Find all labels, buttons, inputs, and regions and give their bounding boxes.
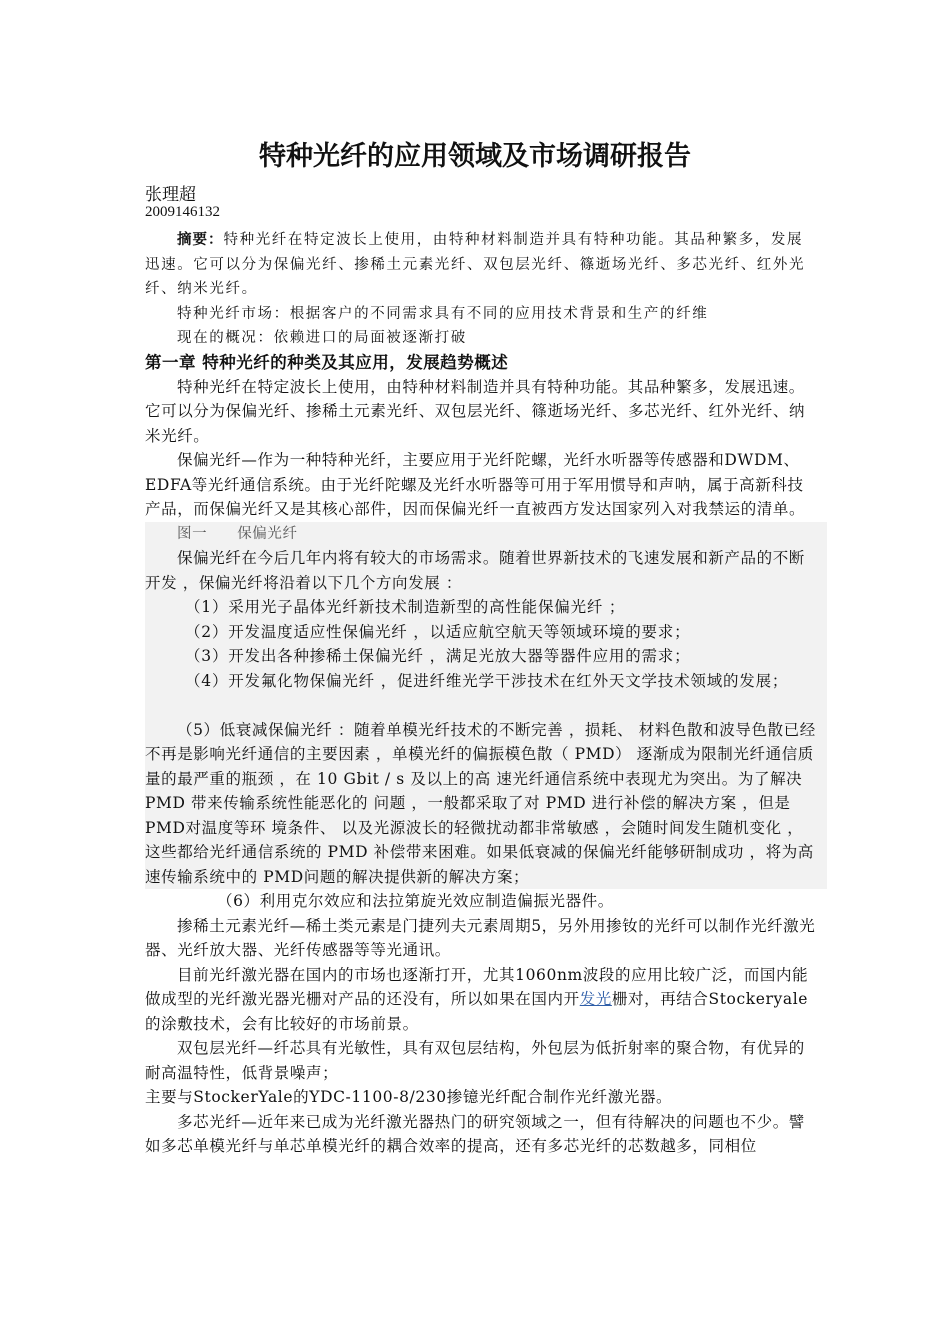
paragraph: [145, 963, 817, 1037]
chapter-body: [145, 375, 817, 1159]
abstract-text: 特种光纤在特定波长上使用，由特种材料制造并具有特种功能。其品种繁多，发展迅速。它可以分为保偏光纤、掺稀土元素光纤、双包层光纤、篠逝场光纤、多芯光纤、红外光纤、纳米光纤。: [145, 232, 806, 297]
list-item: （1）采用光子晶体光纤新技术制造新型的高性能保偏光纤 ；: [185, 598, 626, 616]
list-item-6: （6）利用克尔效应和法拉第旋光效应制造偏振光器件。: [217, 892, 614, 910]
chapter-heading: 第一章 特种光纤的种类及其应用，发展趋势概述: [145, 352, 509, 372]
abstract-section: [145, 228, 817, 351]
document-body: [145, 228, 817, 1159]
abstract-status: 现在的概况：依赖进口的局面被逐渐打破: [177, 330, 467, 346]
document-title: 特种光纤的应用领域及市场调研报告: [259, 141, 691, 172]
list-item: （3）开发出各种掺稀土保偏光纤 ，满足光放大器等器件应用的需求；: [185, 647, 691, 665]
list-item-5: （5）低衰减保偏光纤 ：随着单模光纤技术的不断完善 ，损耗、 材料色散和波导色散已经不再是影响光纤通信的主要因素 ，单模光纤的偏振模色散（ PMD） 逐渐成为限制光纤通信质量的最严重的瓶颈 ，在 10 Gbit / s 及以上的高 速光纤通信系统中表现尤为突出。为了解决 PMD 带来传输系统性能恶化的 问题 ，一般都采取了对 PMD 进行补偿的解决方案 ，但是PMD对温度等环 境条件、 以及光源波长的轻微扰动都非常敏感 ，会随时间发生随机变化 ， 这些都给光纤通信系统的 PMD 补偿带来困难。如果低衰减的保偏光纤能够研制成功 ，将为高速传输系统中的 PMD问题的解决提供新的解决方案；: [145, 720, 816, 886]
paragraph: 双包层光纤—纤芯具有光敏性，具有双包层结构，外包层为低折射率的聚合物，有优异的耐高温特性，低背景噪声；: [145, 1039, 805, 1082]
student-id: 2009146132: [145, 204, 220, 220]
abstract-label: 摘要：: [177, 232, 224, 248]
list-item: （4）开发氟化物保偏光纤 ，促进纤维光学干涉技术在红外天文学技术领域的发展；: [185, 671, 789, 690]
paragraph-text: 目前光纤激光器在国内的市场也逐渐打开，尤其1060nm波段的应用比较广泛，而国内能做成型的光纤激光器光栅对产品的还没有，所以如果在国内开: [145, 965, 809, 1008]
paragraph: 保偏光纤在今后几年内将有较大的市场需求。随着世界新技术的飞速发展和新产品的不断开发 ，保偏光纤将沿着以下几个方向发展 ：: [145, 549, 805, 592]
paragraph: 多芯光纤—近年来已成为光纤激光器热门的研究领域之一，但有待解决的问题也不少。譬如多芯单模光纤与单芯单模光纤的耦合效率的提高，还有多芯光纤的芯数越多，同相位: [145, 1112, 805, 1155]
figure-label: 图一: [177, 525, 208, 542]
hyperlink[interactable]: 发光: [579, 990, 612, 1008]
paragraph-text: 栅对，再结合Stockeryale的涂敷技术，会有比较好的市场前景。: [145, 990, 809, 1033]
abstract-paragraph: [145, 228, 817, 302]
author-name: 张理超: [145, 185, 196, 205]
paragraph: 主要与StockerYale的YDC-1100-8/230掺镱光纤配合制作光纤激光器。: [145, 1088, 673, 1106]
figure-caption: [145, 522, 817, 547]
paragraph: 保偏光纤—作为一种特种光纤，主要应用于光纤陀螺，光纤水听器等传感器和DWDM、EDFA等光纤通信系统。由于光纤陀螺及光纤水听器等可用于军用惯导和声呐，属于高新科技产品，而保偏光纤又是其核心部件，因而保偏光纤一直被西方发达国家列入对我禁运的清单。: [145, 451, 806, 518]
list-item: （2）开发温度适应性保偏光纤 ，以适应航空航天等领域环境的要求；: [185, 622, 691, 641]
highlighted-block: [145, 522, 827, 890]
abstract-market: 特种光纤市场：根据客户的不同需求具有不同的应用技术背景和生产的纤维: [177, 305, 709, 322]
paragraph: 特种光纤在特定波长上使用，由特种材料制造并具有特种功能。其品种繁多，发展迅速。它可以分为保偏光纤、掺稀土元素光纤、双包层光纤、篠逝场光纤、多芯光纤、红外光纤、纳米光纤。: [145, 377, 806, 445]
blank-line: [145, 693, 817, 718]
figure-title: 保偏光纤: [237, 525, 298, 542]
paragraph: 掺稀土元素光纤—稀土类元素是门捷列夫元素周期5，另外用掺钕的光纤可以制作光纤激光器、光纤放大器、光纤传感器等等光通讯。: [145, 916, 816, 959]
